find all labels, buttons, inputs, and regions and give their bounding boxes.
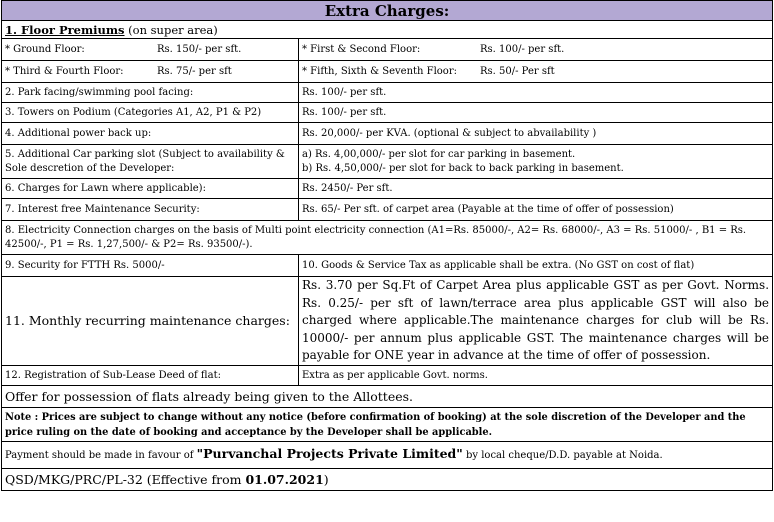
- monthly-maintenance-value: Rs. 3.70 per Sq.Ft of Carpet Area plus applicable GST as per Govt. Norms. Rs. 0.25/- per sft of lawn/terrace area plus applicable GST will also be charged where applicable.The maintenance charges for club will be Rs. 10000/- per annum plus applicable GST. The maintenance charges will be payable for ONE year in advance at the time of offer of possession.: [299, 277, 773, 366]
- park-facing-row: [2, 83, 773, 103]
- ftth-gst-row: [2, 255, 773, 277]
- car-parking-value-b: b) Rs. 4,50,000/- per slot for back to back parking in basement.: [302, 162, 624, 174]
- header-row: [2, 1, 773, 21]
- car-parking-row: [2, 145, 773, 179]
- extra-charges-title: Extra Charges:: [2, 1, 773, 21]
- power-backup-value: Rs. 20,000/- per KVA. (optional & subject to abvailability ): [299, 123, 773, 145]
- third-fourth-floor-cell: [2, 61, 299, 83]
- lawn-charges-label: 6. Charges for Lawn where applicable):: [2, 179, 299, 199]
- document-code-row: [2, 469, 773, 491]
- lawn-charges-value: Rs. 2450/- Per sft.: [299, 179, 773, 199]
- extra-charges-table: [1, 0, 773, 491]
- payment-prefix: Payment should be made in favour of: [5, 450, 197, 461]
- lawn-charges-row: [2, 179, 773, 199]
- payee-name: "Purvanchal Projects Private Limited": [196, 446, 463, 461]
- fifth-seventh-floor-value: Rs. 50/- Per sft: [480, 65, 555, 77]
- maintenance-security-value: Rs. 65/- Per sft. of carpet area (Payable at the time of offer of possession): [299, 199, 773, 221]
- ground-floor-cell: [2, 39, 299, 61]
- car-parking-value: [299, 145, 773, 179]
- offer-row: [2, 386, 773, 408]
- third-fourth-floor-value: Rs. 75/- per sft: [157, 65, 232, 77]
- payment-text: [2, 442, 773, 469]
- floor-premiums-heading-row: [2, 21, 773, 39]
- first-second-floor-label: * First & Second Floor:: [302, 43, 421, 55]
- fifth-seventh-floor-cell: [299, 61, 773, 83]
- podium-value: Rs. 100/- per sft.: [299, 103, 773, 123]
- note-row: [2, 408, 773, 442]
- sublease-label: 12. Registration of Sub-Lease Deed of flat:: [2, 366, 299, 386]
- park-facing-label: 2. Park facing/swimming pool facing:: [2, 83, 299, 103]
- podium-label: 3. Towers on Podium (Categories A1, A2, P1 & P2): [2, 103, 299, 123]
- fifth-seventh-floor-label: * Fifth, Sixth & Seventh Floor:: [302, 65, 457, 77]
- car-parking-label: 5. Additional Car parking slot (Subject to availability & Sole descretion of the Developer:: [2, 145, 299, 179]
- monthly-maintenance-label: 11. Monthly recurring maintenance charges:: [2, 277, 299, 366]
- park-facing-value: Rs. 100/- per sft.: [299, 83, 773, 103]
- document-code-close: ): [323, 471, 329, 487]
- ftth-security-label: 9. Security for FTTH Rs. 5000/-: [2, 255, 299, 277]
- first-second-floor-value: Rs. 100/- per sft.: [480, 43, 565, 55]
- ground-floor-value: Rs. 150/- per sft.: [157, 43, 242, 55]
- floor-premium-row: [2, 61, 773, 83]
- floor-premiums-heading: [2, 21, 773, 39]
- power-backup-row: [2, 123, 773, 145]
- payment-row: [2, 442, 773, 469]
- payment-suffix: by local cheque/D.D. payable at Noida.: [462, 450, 663, 461]
- third-fourth-floor-label: * Third & Fourth Floor:: [5, 65, 124, 77]
- sublease-value: Extra as per applicable Govt. norms.: [299, 366, 773, 386]
- power-backup-label: 4. Additional power back up:: [2, 123, 299, 145]
- maintenance-security-row: [2, 199, 773, 221]
- gst-text: 10. Goods & Service Tax as applicable shall be extra. (No GST on cost of flat): [299, 255, 773, 277]
- effective-date: 01.07.2021: [245, 471, 324, 487]
- car-parking-value-a: a) Rs. 4,00,000/- per slot for car parking in basement.: [302, 148, 576, 160]
- floor-premiums-title: 1. Floor Premiums: [5, 22, 125, 37]
- price-note-text: Note : Prices are subject to change without any notice (before confirmation of booking) at the sole discretion of the Developer and the price ruling on the date of booking and acceptance by the Developer shall be applicable.: [2, 408, 773, 442]
- sublease-row: [2, 366, 773, 386]
- offer-possession-text: Offer for possession of flats already being given to the Allottees.: [2, 386, 773, 408]
- document-code: [2, 469, 773, 491]
- floor-premiums-subtitle: (on super area): [124, 22, 218, 37]
- electricity-charges-text: 8. Electricity Connection charges on the basis of Multi point electricity connection (A1=Rs. 85000/-, A2= Rs. 68000/-, A3 = Rs. 51000/- , B1 = Rs. 42500/-, P1 = Rs. 1,27,500/- & P2= Rs. 93500/-).: [2, 221, 773, 255]
- podium-row: [2, 103, 773, 123]
- floor-premium-row: [2, 39, 773, 61]
- electricity-row: [2, 221, 773, 255]
- ground-floor-label: * Ground Floor:: [5, 43, 85, 55]
- first-second-floor-cell: [299, 39, 773, 61]
- document-code-text: QSD/MKG/PRC/PL-32 (Effective from: [5, 471, 246, 487]
- monthly-maintenance-row: [2, 277, 773, 366]
- maintenance-security-label: 7. Interest free Maintenance Security:: [2, 199, 299, 221]
